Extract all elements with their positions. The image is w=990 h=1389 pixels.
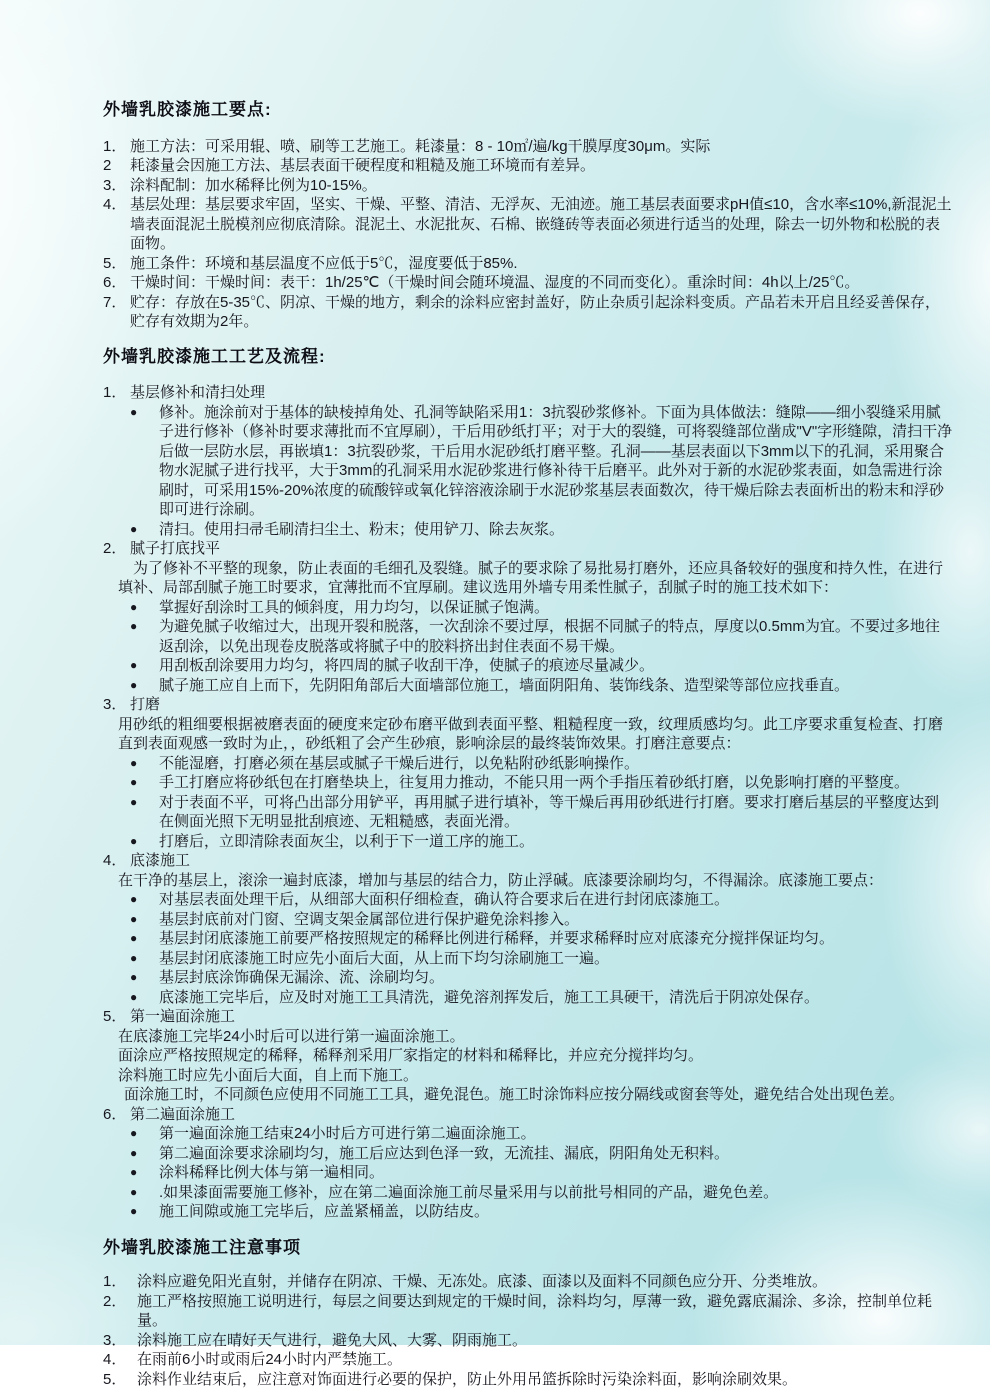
document-content — [103, 100, 953, 1389]
process-step — [103, 539, 953, 695]
list-item — [103, 176, 953, 196]
bullet-text: 修补。施涂前对于基体的缺棱掉角处、孔洞等缺陷采用1：3抗裂砂浆修补。下面为具体做法：缝隙——细小裂缝采用腻子进行修补（修补时要求薄批而不宜厚刷），干后用砂纸打平；对于大的裂缝，可将裂缝部位凿成"V"字形缝隙，清扫干净后做一层防水层，再嵌填1：3抗裂砂浆，干后用水泥砂纸打磨平整。孔洞——基层表面以下3mm以下的孔洞，采用聚合物水泥腻子进行找平，大于3mm的孔洞采用水泥砂浆进行修补待干后磨平。此外对于新的水泥砂浆表面，如急需进行涂刷时，可采用15%-20%浓度的硫酸锌或氧化锌溶液涂刷于水泥砂浆基层表面数次，待干燥后除去表面析出的粉末和浮砂即可进行涂刷。 — [159, 403, 953, 520]
step-header — [103, 539, 953, 559]
paragraph: 用砂纸的粗细要根据被磨表面的硬度来定砂布磨平做到表面平整、粗糙程度一致，纹理质感均匀。此工序要求重复检查、打磨直到表面观感一致时为止，，砂纸粗了会产生砂痕，影响涂层的最终装饰效果。打磨注意要点： — [103, 715, 953, 754]
list-item — [103, 293, 953, 332]
item-number: 2 — [103, 156, 130, 176]
bullet-item — [103, 910, 953, 930]
item-text: 涂料施工应在晴好天气进行，避免大风、大雾、阴雨施工。 — [137, 1331, 953, 1351]
bullet-item — [103, 520, 953, 540]
item-text: 贮存：存放在5-35℃、阴凉、干燥的地方，剩余的涂料应密封盖好，防止杂质引起涂料变质。产品若未开启且经妥善保存，贮存有效期为2年。 — [130, 293, 953, 332]
bullet-icon: ● — [130, 968, 159, 988]
bullet-text: 对基层表面处理干后，从细部大面积仔细检查，确认符合要求后在进行封闭底漆施工。 — [159, 890, 953, 910]
bullet-icon: ● — [130, 520, 159, 540]
bullet-text: 基层封闭底漆施工前要严格按照规定的稀释比例进行稀释，并要求稀释时应对底漆充分搅拌保证均匀。 — [159, 929, 953, 949]
bullet-item — [103, 949, 953, 969]
bullet-text: 不能湿磨，打磨必须在基层或腻子干燥后进行，以免粘附砂纸影响操作。 — [159, 754, 953, 774]
list-item — [103, 273, 953, 293]
step-header — [103, 851, 953, 871]
bullet-icon: ● — [130, 832, 159, 852]
bullet-text: 涂料稀释比例大体与第一遍相同。 — [159, 1163, 953, 1183]
bullet-item — [103, 598, 953, 618]
item-text: 施工条件：环境和基层温度不应低于5℃，湿度要低于85%. — [130, 254, 953, 274]
bullet-text: 清扫。使用扫帚毛刷清扫尘土、粉末；使用铲刀、除去灰浆。 — [159, 520, 953, 540]
step-title: 打磨 — [130, 695, 953, 715]
item-text: 干燥时间：干燥时间：表干：1h/25℃（干燥时间会随环境温、湿度的不同而变化）。重涂时间：4h以上/25℃。 — [130, 273, 953, 293]
bullet-item — [103, 656, 953, 676]
step-header — [103, 695, 953, 715]
section-keypoints — [103, 100, 953, 332]
list-item — [103, 1331, 953, 1351]
bullet-text: 施工间隙或施工完毕后，应盖紧桶盖，以防结皮。 — [159, 1202, 953, 1222]
bullet-item — [103, 773, 953, 793]
step-number: 4． — [103, 851, 130, 871]
process-step — [103, 695, 953, 851]
item-text: 在雨前6小时或雨后24小时内严禁施工。 — [137, 1350, 953, 1370]
bullet-item — [103, 1202, 953, 1222]
bullet-text: 基层封底前对门窗、空调支架金属部位进行保护避免涂料掺入。 — [159, 910, 953, 930]
paragraph: 面涂施工时，不同颜色应使用不同施工工具，避免混色。施工时涂饰料应按分隔线或窗套等处，避免结合处出现色差。 — [103, 1085, 953, 1105]
item-number: 1． — [103, 137, 130, 157]
step-number: 2． — [103, 539, 130, 559]
bullet-item — [103, 403, 953, 520]
item-number: 5． — [103, 254, 130, 274]
paragraph: 在底漆施工完毕24小时后可以进行第一遍面涂施工。 — [103, 1027, 953, 1047]
bullet-icon: ● — [130, 988, 159, 1008]
bullet-icon: ● — [130, 773, 159, 793]
bullet-text: 用刮板刮涂要用力均匀，将四周的腻子收刮干净，使腻子的痕迹尽量减少。 — [159, 656, 953, 676]
bullet-icon: ● — [130, 656, 159, 676]
list-item — [103, 195, 953, 254]
item-text: 涂料配制：加水稀释比例为10-15%。 — [130, 176, 953, 196]
bullet-item — [103, 1163, 953, 1183]
bullet-item — [103, 676, 953, 696]
bullet-text: 打磨后，立即清除表面灰尘，以利于下一道工序的施工。 — [159, 832, 953, 852]
bullet-item — [103, 929, 953, 949]
section-process — [103, 347, 953, 1222]
bullet-text: 手工打磨应将砂纸包在打磨垫块上，往复用力推动，不能只用一两个手指压着砂纸打磨，以免影响打磨的平整度。 — [159, 773, 953, 793]
process-title: 外墙乳胶漆施工工艺及流程: — [103, 347, 953, 367]
bullet-icon: ● — [130, 754, 159, 774]
step-header — [103, 1105, 953, 1125]
step-title: 第二遍面涂施工 — [130, 1105, 953, 1125]
item-number: 4． — [103, 195, 130, 254]
bullet-icon: ● — [130, 676, 159, 696]
bullet-item — [103, 793, 953, 832]
item-text: 耗漆量会因施工方法、基层表面干硬程度和粗糙及施工环境而有差异。 — [130, 156, 953, 176]
bullet-text: 基层封底涂饰确保无漏涂、流、涂刷均匀。 — [159, 968, 953, 988]
keypoints-title: 外墙乳胶漆施工要点: — [103, 100, 953, 120]
bullet-text: .如果漆面需要施工修补，应在第二遍面涂施工前尽量采用与以前批号相同的产品，避免色差。 — [159, 1183, 953, 1203]
list-item — [103, 254, 953, 274]
list-item — [103, 137, 953, 157]
item-text: 施工方法：可采用辊、喷、刷等工艺施工。耗漆量：8 - 10㎡/遍/kg干膜厚度30μm。实际 — [130, 137, 953, 157]
bullet-icon: ● — [130, 949, 159, 969]
item-number: 3． — [103, 1331, 137, 1351]
bullet-item — [103, 1124, 953, 1144]
bullet-icon: ● — [130, 1202, 159, 1222]
bullet-icon: ● — [130, 1163, 159, 1183]
list-item — [103, 1370, 953, 1389]
item-number: 7． — [103, 293, 130, 332]
bullet-item — [103, 832, 953, 852]
item-text: 施工严格按照施工说明进行，每层之间要达到规定的干燥时间，涂料均匀，厚薄一致，避免露底漏涂、多涂，控制单位耗量。 — [137, 1292, 953, 1331]
process-step — [103, 383, 953, 539]
list-item — [103, 1272, 953, 1292]
list-item — [103, 156, 953, 176]
bullet-icon: ● — [130, 1183, 159, 1203]
bullet-item — [103, 1144, 953, 1164]
list-item — [103, 1350, 953, 1370]
step-number: 6． — [103, 1105, 130, 1125]
keypoints-list — [103, 137, 953, 332]
paragraph: 面涂应严格按照规定的稀释，稀释剂采用厂家指定的材料和稀释比，并应充分搅拌均匀。 — [103, 1046, 953, 1066]
bullet-item — [103, 754, 953, 774]
item-number: 5． — [103, 1370, 137, 1389]
bullet-item — [103, 617, 953, 656]
step-title: 底漆施工 — [130, 851, 953, 871]
bullet-item — [103, 988, 953, 1008]
bullet-text: 为避免腻子收缩过大，出现开裂和脱落，一次刮涂不要过厚，根据不同腻子的特点，厚度以0.5mm为宜。不要过多地往返刮涂，以免出现卷皮脱落或将腻子中的胶料挤出封住表面不易干燥。 — [159, 617, 953, 656]
process-step — [103, 851, 953, 1007]
bullet-text: 第一遍面涂施工结束24小时后方可进行第二遍面涂施工。 — [159, 1124, 953, 1144]
list-item — [103, 1292, 953, 1331]
bullet-icon: ● — [130, 793, 159, 832]
item-text: 涂料作业结束后，应注意对饰面进行必要的保护，防止外用吊篮拆除时污染涂料面，影响涂刷效果。 — [137, 1370, 953, 1389]
step-title: 第一遍面涂施工 — [130, 1007, 953, 1027]
bullet-icon: ● — [130, 617, 159, 656]
item-number: 1． — [103, 1272, 137, 1292]
item-number: 4． — [103, 1350, 137, 1370]
bullet-text: 基层封闭底漆施工时应先小面后大面，从上而下均匀涂刷施工一遍。 — [159, 949, 953, 969]
item-text: 涂料应避免阳光直射，并储存在阴凉、干燥、无冻处。底漆、面漆以及面料不同颜色应分开、分类堆放。 — [137, 1272, 953, 1292]
step-header — [103, 1007, 953, 1027]
bullet-text: 第二遍面涂要求涂刷均匀，施工后应达到色泽一致，无流挂、漏底，阴阳角处无积料。 — [159, 1144, 953, 1164]
bullet-icon: ● — [130, 890, 159, 910]
bullet-item — [103, 890, 953, 910]
step-title: 腻子打底找平 — [130, 539, 953, 559]
paragraph: 为了修补不平整的现象，防止表面的毛细孔及裂缝。腻子的要求除了易批易打磨外，还应具备较好的强度和持久性，在进行填补、局部刮腻子施工时要求，宜薄批而不宜厚刷。建议选用外墙专用柔性腻子，刮腻子时的施工技术如下： — [103, 559, 953, 598]
bullet-text: 腻子施工应自上而下，先阴阳角部后大面墙部位施工，墙面阴阳角、装饰线条、造型梁等部位应找垂直。 — [159, 676, 953, 696]
step-number: 1． — [103, 383, 130, 403]
bullet-icon: ● — [130, 929, 159, 949]
bullet-icon: ● — [130, 910, 159, 930]
bullet-text: 掌握好刮涂时工具的倾斜度，用力均匀，以保证腻子饱满。 — [159, 598, 953, 618]
bullet-icon: ● — [130, 1144, 159, 1164]
step-title: 基层修补和清扫处理 — [130, 383, 953, 403]
item-number: 3． — [103, 176, 130, 196]
process-step — [103, 1007, 953, 1105]
bullet-icon: ● — [130, 1124, 159, 1144]
item-number: 2． — [103, 1292, 137, 1331]
step-header — [103, 383, 953, 403]
notes-title: 外墙乳胶漆施工注意事项 — [103, 1238, 953, 1258]
paragraph: 在干净的基层上，滚涂一遍封底漆，增加与基层的结合力，防止浮碱。底漆要涂刷均匀，不得漏涂。底漆施工要点： — [103, 871, 953, 891]
section-notes — [103, 1238, 953, 1389]
paragraph: 涂料施工时应先小面后大面，自上而下施工。 — [103, 1066, 953, 1086]
step-number: 5． — [103, 1007, 130, 1027]
item-text: 基层处理：基层要求牢固，坚实、干燥、平整、清洁、无浮灰、无油迹。施工基层表面要求pH值≤10，含水率≤10%,新混泥土墙表面混泥土脱模剂应彻底清除。混泥土、水泥批灰、石棉、嵌缝砖等表面必须进行适当的处理，除去一切外物和松脱的表面物。 — [130, 195, 953, 254]
bullet-item — [103, 1183, 953, 1203]
process-steps — [103, 383, 953, 1222]
notes-list — [103, 1272, 953, 1389]
step-number: 3． — [103, 695, 130, 715]
process-step — [103, 1105, 953, 1222]
bullet-text: 对于表面不平，可将凸出部分用铲平，再用腻子进行填补，等干燥后再用砂纸进行打磨。要求打磨后基层的平整度达到在侧面光照下无明显批刮痕迹、无粗糙感，表面光滑。 — [159, 793, 953, 832]
item-number: 6． — [103, 273, 130, 293]
bullet-text: 底漆施工完毕后，应及时对施工工具清洗，避免溶剂挥发后，施工工具硬干，清洗后于阴凉处保存。 — [159, 988, 953, 1008]
bullet-item — [103, 968, 953, 988]
bullet-icon: ● — [130, 403, 159, 520]
bullet-icon: ● — [130, 598, 159, 618]
